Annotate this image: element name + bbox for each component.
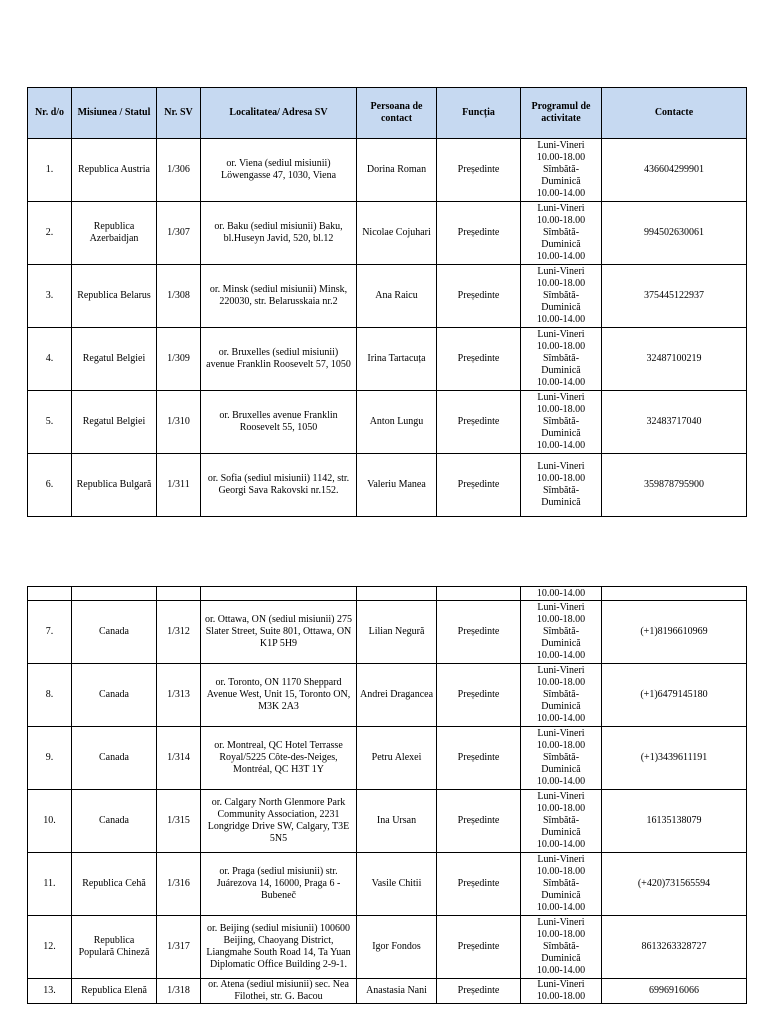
cell-program xyxy=(521,391,602,454)
program-line: Duminică xyxy=(541,827,581,838)
program-line: 10.00-18.00 xyxy=(536,991,586,1002)
cell-program xyxy=(521,979,602,1004)
program-line: 10.00-14.00 xyxy=(536,839,586,850)
cell-program xyxy=(521,139,602,202)
table-row xyxy=(28,916,747,979)
table-row xyxy=(28,979,747,1004)
cell-misiunea: Republica Bulgară xyxy=(72,454,157,517)
program-line: Duminică xyxy=(541,953,581,964)
program-line: 10.00-18.00 xyxy=(536,866,586,877)
table-row xyxy=(28,454,747,517)
program-line: 10.00-18.00 xyxy=(536,677,586,688)
cell-adresa: or. Viena (sediul misiunii) Löwengasse 47, 1030, Viena xyxy=(201,139,357,202)
program-line: Duminică xyxy=(541,890,581,901)
program-line: 10.00-18.00 xyxy=(536,929,586,940)
cell-nr-sv: 1/316 xyxy=(157,853,201,916)
program-line: 10.00-18.00 xyxy=(536,341,586,352)
cell-functia: Președinte xyxy=(437,601,521,664)
program-line: Sîmbătă- xyxy=(542,689,580,700)
cell-contacte: 8613263328727 xyxy=(602,916,747,979)
program-line: Sîmbătă- xyxy=(542,227,580,238)
cell-misiunea: Canada xyxy=(72,601,157,664)
header-program: Programul de activitate xyxy=(521,88,602,139)
program-line: Luni-Vineri xyxy=(537,266,585,277)
program-line: Duminică xyxy=(541,638,581,649)
cell-functia: Președinte xyxy=(437,391,521,454)
cell-persoana: Valeriu Manea xyxy=(357,454,437,517)
cell-nr-sv: 1/318 xyxy=(157,979,201,1004)
program-line: Duminică xyxy=(541,497,581,508)
cell-misiunea: Regatul Belgiei xyxy=(72,328,157,391)
cell-program xyxy=(521,328,602,391)
cell-misiunea: Republica Azerbaidjan xyxy=(72,202,157,265)
cell-functia: Președinte xyxy=(437,853,521,916)
cell-nr: 5. xyxy=(28,391,72,454)
program-line: 10.00-18.00 xyxy=(536,152,586,163)
cell-nr: 1. xyxy=(28,139,72,202)
cell-nr: 13. xyxy=(28,979,72,1004)
cell-empty xyxy=(28,587,72,601)
cell-program xyxy=(521,916,602,979)
cell-persoana: Vasile Chitii xyxy=(357,853,437,916)
cell-nr-sv: 1/306 xyxy=(157,139,201,202)
cell-nr-sv: 1/317 xyxy=(157,916,201,979)
cell-persoana: Andrei Dragancea xyxy=(357,664,437,727)
table-row xyxy=(28,853,747,916)
missions-table-page-1 xyxy=(27,87,747,517)
cell-nr-sv: 1/311 xyxy=(157,454,201,517)
cell-adresa: or. Calgary North Glenmore Park Community Association, 2231 Longridge Drive SW, Calgary, T3E 5N5 xyxy=(201,790,357,853)
cell-contacte: (+420)731565594 xyxy=(602,853,747,916)
cell-contacte: 32487100219 xyxy=(602,328,747,391)
header-nr-sv: Nr. SV xyxy=(157,88,201,139)
missions-table-page-2 xyxy=(27,586,747,1004)
cell-adresa: or. Beijing (sediul misiunii) 100600 Beijing, Chaoyang District, Liangmahe South Road 14, Ta Yuan Diplomatic Office Building 2-9-1. xyxy=(201,916,357,979)
program-line: 10.00-18.00 xyxy=(536,278,586,289)
table-row xyxy=(28,664,747,727)
program-line: Luni-Vineri xyxy=(537,728,585,739)
cell-misiunea: Canada xyxy=(72,790,157,853)
cell-adresa: or. Baku (sediul misiunii) Baku, bl.Huseyn Javid, 520, bl.12 xyxy=(201,202,357,265)
program-line: 10.00-14.00 xyxy=(536,965,586,976)
cell-nr-sv: 1/315 xyxy=(157,790,201,853)
cell-functia: Președinte xyxy=(437,139,521,202)
cell-program xyxy=(521,202,602,265)
program-line: Sîmbătă- xyxy=(542,485,580,496)
cell-contacte: 32483717040 xyxy=(602,391,747,454)
program-line: Luni-Vineri xyxy=(537,461,585,472)
cell-empty xyxy=(602,587,747,601)
program-line: Sîmbătă- xyxy=(542,290,580,301)
cell-functia: Președinte xyxy=(437,727,521,790)
cell-functia: Președinte xyxy=(437,454,521,517)
header-functia: Funcția xyxy=(437,88,521,139)
cell-contacte: 359878795900 xyxy=(602,454,747,517)
table-row xyxy=(28,601,747,664)
cell-misiunea: Canada xyxy=(72,727,157,790)
header-misiunea: Misiunea / Statul xyxy=(72,88,157,139)
program-line: Luni-Vineri xyxy=(537,854,585,865)
cell-adresa: or. Praga (sediul misiunii) str. Juárezova 14, 16000, Praga 6 - Bubeneč xyxy=(201,853,357,916)
table-row xyxy=(28,139,747,202)
cell-adresa: or. Ottawa, ON (sediul misiunii) 275 Slater Street, Suite 801, Ottawa, ON K1P 5H9 xyxy=(201,601,357,664)
cell-adresa: or. Bruxelles avenue Franklin Roosevelt 55, 1050 xyxy=(201,391,357,454)
program-line: 10.00-18.00 xyxy=(536,473,586,484)
program-line: 10.00-18.00 xyxy=(536,740,586,751)
program-line: Sîmbătă- xyxy=(542,752,580,763)
cell-adresa: or. Minsk (sediul misiunii) Minsk, 220030, str. Belarusskaia nr.2 xyxy=(201,265,357,328)
cell-contacte: 375445122937 xyxy=(602,265,747,328)
cell-empty xyxy=(72,587,157,601)
cell-nr-sv: 1/313 xyxy=(157,664,201,727)
program-line: 10.00-18.00 xyxy=(536,803,586,814)
program-line: 10.00-14.00 xyxy=(536,377,586,388)
header-adresa: Localitatea/ Adresa SV xyxy=(201,88,357,139)
cell-contacte: 436604299901 xyxy=(602,139,747,202)
cell-program xyxy=(521,853,602,916)
cell-persoana: Ina Ursan xyxy=(357,790,437,853)
cell-nr-sv: 1/312 xyxy=(157,601,201,664)
cell-persoana: Nicolae Cojuhari xyxy=(357,202,437,265)
cell-functia: Președinte xyxy=(437,202,521,265)
cell-adresa: or. Sofia (sediul misiunii) 1142, str. Georgi Sava Rakovski nr.152. xyxy=(201,454,357,517)
cell-misiunea: Republica Elenă xyxy=(72,979,157,1004)
table-row xyxy=(28,727,747,790)
cell-nr: 6. xyxy=(28,454,72,517)
program-line: 10.00-14.00 xyxy=(536,776,586,787)
cell-misiunea: Regatul Belgiei xyxy=(72,391,157,454)
program-line: 10.00-14.00 xyxy=(536,650,586,661)
table-row xyxy=(28,202,747,265)
cell-persoana: Ana Raicu xyxy=(357,265,437,328)
cell-empty xyxy=(437,587,521,601)
program-line: 10.00-14.00 xyxy=(536,902,586,913)
cell-nr: 3. xyxy=(28,265,72,328)
cell-adresa: or. Atena (sediul misiunii) sec. Nea Filothei, str. G. Bacou xyxy=(201,979,357,1004)
program-line: Sîmbătă- xyxy=(542,626,580,637)
cell-persoana: Igor Fondos xyxy=(357,916,437,979)
cell-nr: 8. xyxy=(28,664,72,727)
cell-functia: Președinte xyxy=(437,265,521,328)
cell-functia: Președinte xyxy=(437,664,521,727)
cell-empty xyxy=(157,587,201,601)
cell-misiunea: Republica Cehă xyxy=(72,853,157,916)
cell-program xyxy=(521,790,602,853)
program-line: Duminică xyxy=(541,764,581,775)
cell-adresa: or. Bruxelles (sediul misiunii) avenue Franklin Roosevelt 57, 1050 xyxy=(201,328,357,391)
cell-contacte: (+1)8196610969 xyxy=(602,601,747,664)
cell-nr: 12. xyxy=(28,916,72,979)
program-line: Duminică xyxy=(541,365,581,376)
cell-misiunea: Canada xyxy=(72,664,157,727)
program-line: Luni-Vineri xyxy=(537,791,585,802)
program-line: Duminică xyxy=(541,239,581,250)
program-line: Duminică xyxy=(541,176,581,187)
cell-nr: 9. xyxy=(28,727,72,790)
cell-persoana: Anastasia Nani xyxy=(357,979,437,1004)
cell-contacte: 6996916066 xyxy=(602,979,747,1004)
continuation-row xyxy=(28,587,747,601)
cell-nr-sv: 1/314 xyxy=(157,727,201,790)
program-line: Duminică xyxy=(541,302,581,313)
cell-contacte: (+1)6479145180 xyxy=(602,664,747,727)
program-line: Luni-Vineri xyxy=(537,203,585,214)
table-row xyxy=(28,265,747,328)
program-line: 10.00-14.00 xyxy=(536,188,586,199)
cell-contacte: (+1)3439611191 xyxy=(602,727,747,790)
cell-misiunea: Republica Austria xyxy=(72,139,157,202)
program-line: Sîmbătă- xyxy=(542,878,580,889)
cell-nr: 11. xyxy=(28,853,72,916)
cell-misiunea: Republica Populară Chineză xyxy=(72,916,157,979)
cell-persoana: Petru Alexei xyxy=(357,727,437,790)
cell-empty xyxy=(201,587,357,601)
cell-nr-sv: 1/307 xyxy=(157,202,201,265)
cell-misiunea: Republica Belarus xyxy=(72,265,157,328)
cell-functia: Președinte xyxy=(437,328,521,391)
program-line: 10.00-14.00 xyxy=(536,251,586,262)
program-line: Sîmbătă- xyxy=(542,941,580,952)
cell-program xyxy=(521,454,602,517)
program-line: Sîmbătă- xyxy=(542,353,580,364)
program-line: 10.00-14.00 xyxy=(536,440,586,451)
header-row xyxy=(28,88,747,139)
program-line: Luni-Vineri xyxy=(537,392,585,403)
program-line: 10.00-14.00 xyxy=(536,713,586,724)
cell-adresa: or. Montreal, QC Hotel Terrasse Royal/5225 Côte-des-Neiges, Montréal, QC H3T 1Y xyxy=(201,727,357,790)
cell-functia: Președinte xyxy=(437,916,521,979)
table-row xyxy=(28,391,747,454)
cell-program xyxy=(521,265,602,328)
cell-program xyxy=(521,601,602,664)
program-line: Sîmbătă- xyxy=(542,815,580,826)
cell-program xyxy=(521,727,602,790)
cell-nr-sv: 1/308 xyxy=(157,265,201,328)
cell-persoana: Lilian Negură xyxy=(357,601,437,664)
table-row xyxy=(28,790,747,853)
cell-nr-sv: 1/309 xyxy=(157,328,201,391)
cell-adresa: or. Toronto, ON 1170 Sheppard Avenue West, Unit 15, Toronto ON, M3K 2A3 xyxy=(201,664,357,727)
cell-nr: 4. xyxy=(28,328,72,391)
program-line: Duminică xyxy=(541,701,581,712)
program-line: 10.00-18.00 xyxy=(536,215,586,226)
table-row xyxy=(28,328,747,391)
header-persoana: Persoana de contact xyxy=(357,88,437,139)
cell-persoana: Irina Tartacuța xyxy=(357,328,437,391)
cell-contacte: 994502630061 xyxy=(602,202,747,265)
program-line: Sîmbătă- xyxy=(542,164,580,175)
cell-program xyxy=(521,664,602,727)
cell-nr-sv: 1/310 xyxy=(157,391,201,454)
cell-persoana: Dorina Roman xyxy=(357,139,437,202)
program-line: Luni-Vineri xyxy=(537,917,585,928)
program-line: Duminică xyxy=(541,428,581,439)
cell-nr: 2. xyxy=(28,202,72,265)
program-line: Luni-Vineri xyxy=(537,602,585,613)
program-line: Sîmbătă- xyxy=(542,416,580,427)
program-line: Luni-Vineri xyxy=(537,140,585,151)
program-line: Luni-Vineri xyxy=(537,329,585,340)
program-line: 10.00-18.00 xyxy=(536,404,586,415)
program-line: 10.00-18.00 xyxy=(536,614,586,625)
cell-functia: Președinte xyxy=(437,790,521,853)
cell-contacte: 16135138079 xyxy=(602,790,747,853)
cell-empty xyxy=(357,587,437,601)
cell-program-continuation: 10.00-14.00 xyxy=(521,587,602,601)
program-line: Luni-Vineri xyxy=(537,665,585,676)
program-line: 10.00-14.00 xyxy=(536,314,586,325)
header-nr: Nr. d/o xyxy=(28,88,72,139)
header-contacte: Contacte xyxy=(602,88,747,139)
cell-nr: 7. xyxy=(28,601,72,664)
cell-persoana: Anton Lungu xyxy=(357,391,437,454)
cell-functia: Președinte xyxy=(437,979,521,1004)
program-line: Luni-Vineri xyxy=(537,979,585,990)
cell-nr: 10. xyxy=(28,790,72,853)
